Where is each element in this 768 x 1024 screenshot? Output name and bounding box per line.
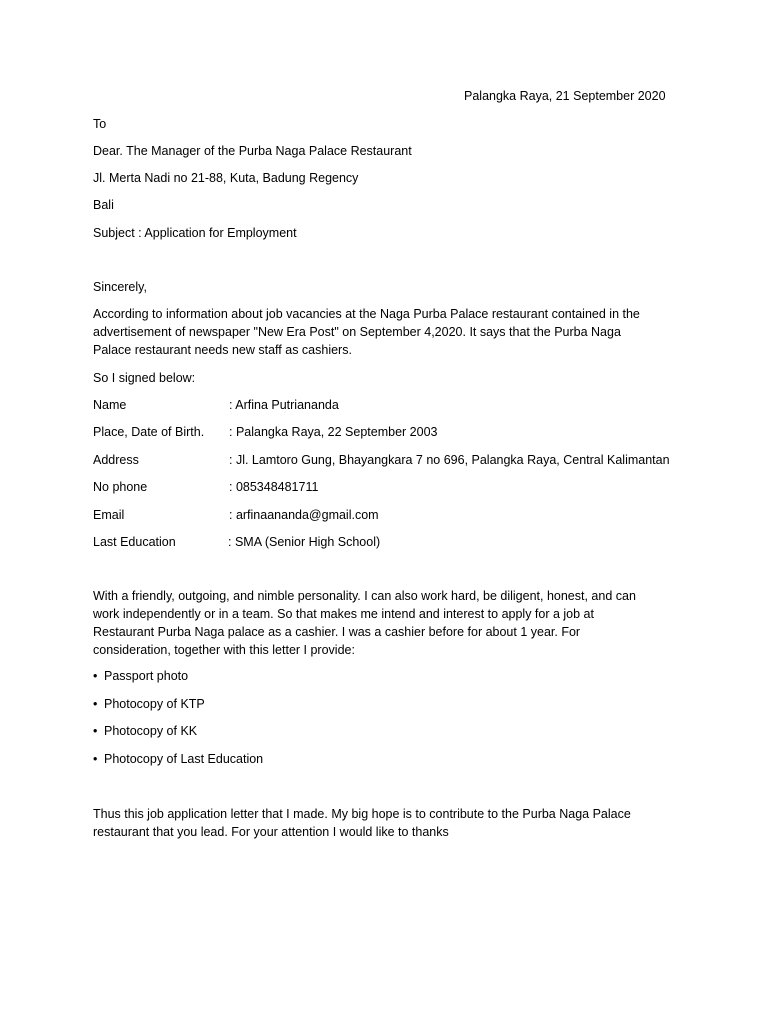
detail-label: Last Education	[93, 535, 176, 549]
bullet-icon: •	[93, 697, 98, 711]
detail-label: Name	[93, 398, 127, 412]
detail-value: : Arfina Putriananda	[229, 398, 339, 412]
body-paragraph	[93, 587, 678, 659]
body-line: With a friendly, outgoing, and nimble personality. I can also work hard, be diligent, honest, and can	[93, 589, 636, 603]
attachment-label: Photocopy of Last Education	[104, 752, 264, 766]
bullet-icon: •	[93, 724, 98, 738]
detail-value: : Palangka Raya, 22 September 2003	[229, 425, 438, 439]
attachment-item	[93, 724, 197, 739]
detail-row-name	[93, 398, 339, 413]
detail-row-birth	[93, 425, 437, 440]
recipient-region: Bali	[93, 198, 114, 212]
detail-row-education	[93, 535, 380, 550]
detail-value: : arfinaananda@gmail.com	[229, 508, 379, 522]
signed-below-line: So I signed below:	[93, 371, 196, 385]
letter-date: Palangka Raya, 21 September 2020	[464, 89, 666, 103]
intro-line: advertisement of newspaper "New Era Post" on September 4,2020. It says that the Purba Naga	[93, 325, 621, 339]
detail-label: No phone	[93, 480, 148, 494]
attachment-item	[93, 697, 205, 712]
salutation: Sincerely,	[93, 280, 147, 294]
body-line: consideration, together with this letter I provide:	[93, 643, 355, 657]
body-line: Restaurant Purba Naga palace as a cashier. I was a cashier before for about 1 year. For	[93, 625, 581, 639]
detail-value: : SMA (Senior High School)	[228, 535, 381, 549]
attachment-item	[93, 669, 188, 684]
closing-line: Thus this job application letter that I made. My big hope is to contribute to the Purba Naga Palace	[93, 807, 631, 821]
detail-row-address	[93, 453, 670, 468]
detail-row-phone	[93, 480, 318, 495]
detail-value: : 085348481711	[229, 480, 319, 494]
attachment-label: Photocopy of KK	[104, 724, 198, 738]
detail-label: Email	[93, 508, 125, 522]
attachment-label: Passport photo	[104, 669, 189, 683]
intro-line: According to information about job vacancies at the Naga Purba Palace restaurant contained in the	[93, 307, 640, 321]
to-line: To	[93, 117, 107, 131]
subject-line: Subject : Application for Employment	[93, 226, 297, 240]
detail-label: Place, Date of Birth.	[93, 425, 205, 439]
detail-value: : Jl. Lamtoro Gung, Bhayangkara 7 no 696, Palangka Raya, Central Kalimantan	[229, 453, 670, 467]
attachment-item	[93, 752, 263, 767]
intro-paragraph	[93, 305, 678, 359]
closing-paragraph	[93, 805, 678, 841]
bullet-icon: •	[93, 752, 98, 766]
recipient-line: Dear. The Manager of the Purba Naga Palace Restaurant	[93, 144, 412, 158]
detail-row-email	[93, 508, 379, 523]
recipient-street: Jl. Merta Nadi no 21-88, Kuta, Badung Regency	[93, 171, 359, 185]
attachment-label: Photocopy of KTP	[104, 697, 205, 711]
intro-line: Palace restaurant needs new staff as cashiers.	[93, 343, 352, 357]
body-line: work independently or in a team. So that makes me intend and interest to apply for a job at	[93, 607, 594, 621]
closing-line: restaurant that you lead. For your attention I would like to thanks	[93, 825, 449, 839]
detail-label: Address	[93, 453, 139, 467]
bullet-icon: •	[93, 669, 98, 683]
